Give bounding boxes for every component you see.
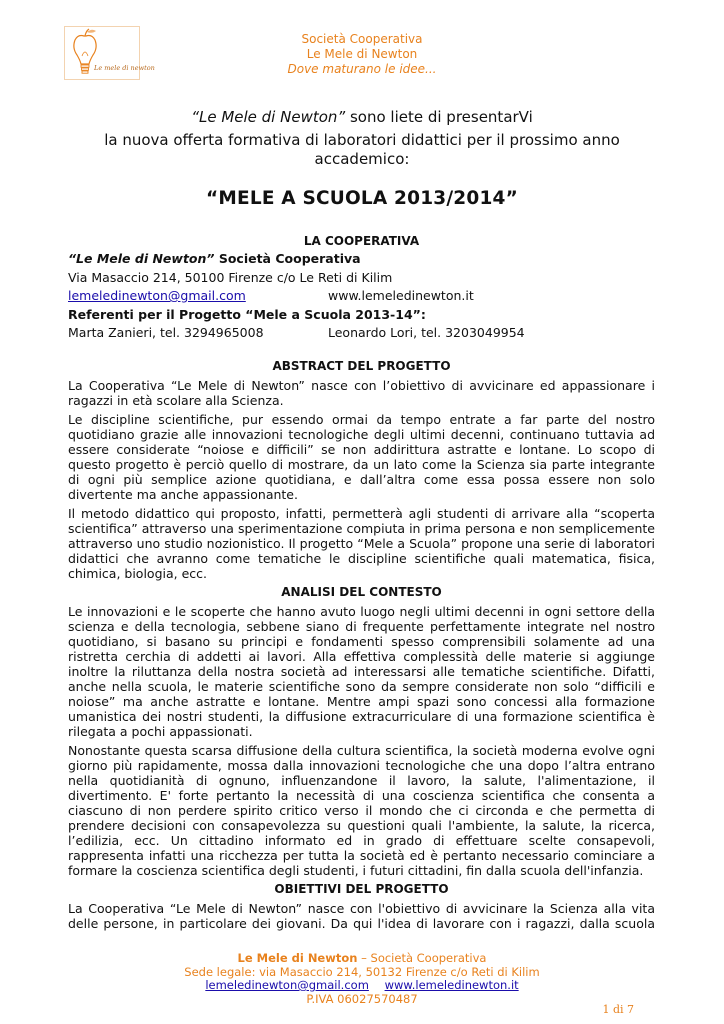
section-heading-contesto: ANALISI DEL CONTESTO	[281, 584, 442, 599]
referenti-label: Referenti per il Progetto “Mele a Scuola 2013-14”:	[68, 306, 426, 322]
obiettivi-paragraph-1: La Cooperativa “Le Mele di Newton” nasce con l'obiettivo di avvicinare la Scienza alla vita delle persone, in particolare dei giovani. Da qui l'idea di lavorare con i ragazzi, dalla scuola	[68, 900, 655, 931]
coop-name-line	[68, 250, 655, 269]
document-title: “MELE A SCUOLA 2013/2014”	[206, 188, 518, 209]
page-footer	[0, 952, 724, 1006]
coop-website: www.lemeledinewton.it	[328, 288, 474, 303]
page-number	[602, 1003, 634, 1016]
contesto-paragraph-2: Nonostante questa scarsa diffusione della cultura scientifica, la società moderna evolve ogni giorno più rapidamente, mossa dalla innovazioni tecnologiche che una dopo l’altra entrano nella quotidianità di ognuno, influenzandone il lavoro, la salute, l'alimentazione, il divertimento. E' forte pertanto la necessità di una coscienza scientifica che consenta a ciascuno di non perdere spirito critico verso il mondo che ci circonda e che permetta di prendere decisioni con consapevolezza su questioni quali l'ambiente, la salute, la ricerca, l’edilizia, ecc. Un cittadino informato ed in grado di effettuare scelte consapevoli, rappresenta infatti una ricchezza per tutta la società ed è pertanto necessario cominciare a formare la coscienza scientifica degli studenti, i futuri cittadini, fin dalla scuola dell'infanzia.	[68, 742, 655, 878]
footer-sede: Sede legale: via Masaccio 214, 50132 Firenze c/o Reti di Kilim	[184, 964, 540, 979]
logo-text: Le mele di newton	[94, 64, 155, 72]
section-heading-cooperativa: LA COOPERATIVA	[303, 234, 420, 248]
footer-brand-rest: – Società Cooperativa	[357, 951, 487, 965]
coop-address: Via Masaccio 214, 50100 Firenze c/o Le Reti di Kilim	[68, 269, 393, 285]
abstract-paragraph-1: La Cooperativa “Le Mele di Newton” nasce con l’obiettivo di avvicinare ed appassionare i ragazzi in età scolare alla Scienza.	[68, 377, 655, 408]
intro-text	[80, 108, 644, 173]
footer-brand: Le Mele di Newton	[237, 951, 358, 965]
intro-brand: “Le Mele di Newton”	[191, 108, 346, 126]
coop-name-brand: “Le Mele di Newton”	[68, 251, 215, 266]
referente-2: Leonardo Lori, tel. 3203049954	[328, 325, 525, 340]
page-total: 7	[627, 1003, 634, 1016]
contesto-paragraph-1: Le innovazioni e le scoperte che hanno avuto luogo negli ultimi decenni in ogni settore della scienza e della tecnologia, sebbene siano di frequente perfettamente integrate nel nostro quotidiano, si basano su principi e fondamenti spesso comprensibili solamente ad una ristretta cerchia di addetti ai lavori. Alla effettiva complessità delle materie si aggiunge inoltre la riluttanza della nostra società ad interessarsi alle tematiche scientifiche. Difatti, anche nella scuola, le materie scientifiche sono da sempre considerate non solo “difficili e noiose” ma anche astratte e lontane. Mentre ampi spazi sono concessi alla formazione umanistica dei nostri studenti, la diffusione extracurriculare di una formazione scientifica è rilegata a pochi appassionati.	[68, 603, 655, 739]
footer-email-link[interactable]: lemeledinewton@gmail.com	[205, 978, 369, 992]
company-tagline: Dove maturano le idee...	[287, 62, 437, 76]
coop-contacts	[68, 287, 655, 306]
page-current: 1	[602, 1003, 610, 1016]
coop-email-link[interactable]: lemeledinewton@gmail.com	[68, 288, 246, 303]
intro-line-2: la nuova offerta formativa di laboratori didattici per il prossimo anno accademico:	[104, 131, 620, 168]
footer-company	[0, 952, 724, 966]
intro-line-1	[80, 108, 644, 127]
footer-links	[0, 979, 724, 993]
company-name: Le Mele di Newton	[306, 47, 418, 61]
letterhead	[0, 32, 724, 77]
coop-name-rest: Società Cooperativa	[214, 251, 361, 266]
intro-line-1-rest: sono liete di presentarVi	[345, 108, 533, 126]
page-of-label: di	[612, 1003, 624, 1016]
section-heading-abstract: ABSTRACT DEL PROGETTO	[272, 358, 451, 373]
document-body	[68, 232, 655, 935]
footer-website-link[interactable]: www.lemeledinewton.it	[384, 978, 519, 992]
referente-1: Marta Zanieri, tel. 3294965008	[68, 325, 264, 340]
section-heading-obiettivi: OBIETTIVI DEL PROGETTO	[274, 881, 449, 896]
company-type: Società Cooperativa	[301, 32, 423, 46]
abstract-paragraph-2: Le discipline scientifiche, pur essendo ormai da tempo entrate a far parte del nostro quotidiano grazie alle innovazioni tecnologiche degli ultimi decenni, continuano tuttavia ad essere considerate “noiose e difficili” se non addirittura astratte e lontane. Lo scopo di questo progetto è perciò quello di mostrare, da un lato come la Scienza sia parte integrante di ogni più semplice azione quotidiana, e dall’altra come essa possa essere non solo divertente ma anche appassionante.	[68, 411, 655, 502]
abstract-paragraph-3: Il metodo didattico qui proposto, infatti, permetterà agli studenti di arrivare alla “scoperta scientifica” attraverso una sperimentazione compiuta in prima persona e non semplicemente attraverso uno studio nozionistico. Il progetto “Mele a Scuola” propone una serie di laboratori didattici che avranno come tematiche le discipline scientifiche quali matematica, fisica, chimica, biologia, ecc.	[68, 505, 655, 581]
referenti-list	[68, 324, 655, 343]
footer-piva: P.IVA 06027570487	[306, 991, 418, 1006]
